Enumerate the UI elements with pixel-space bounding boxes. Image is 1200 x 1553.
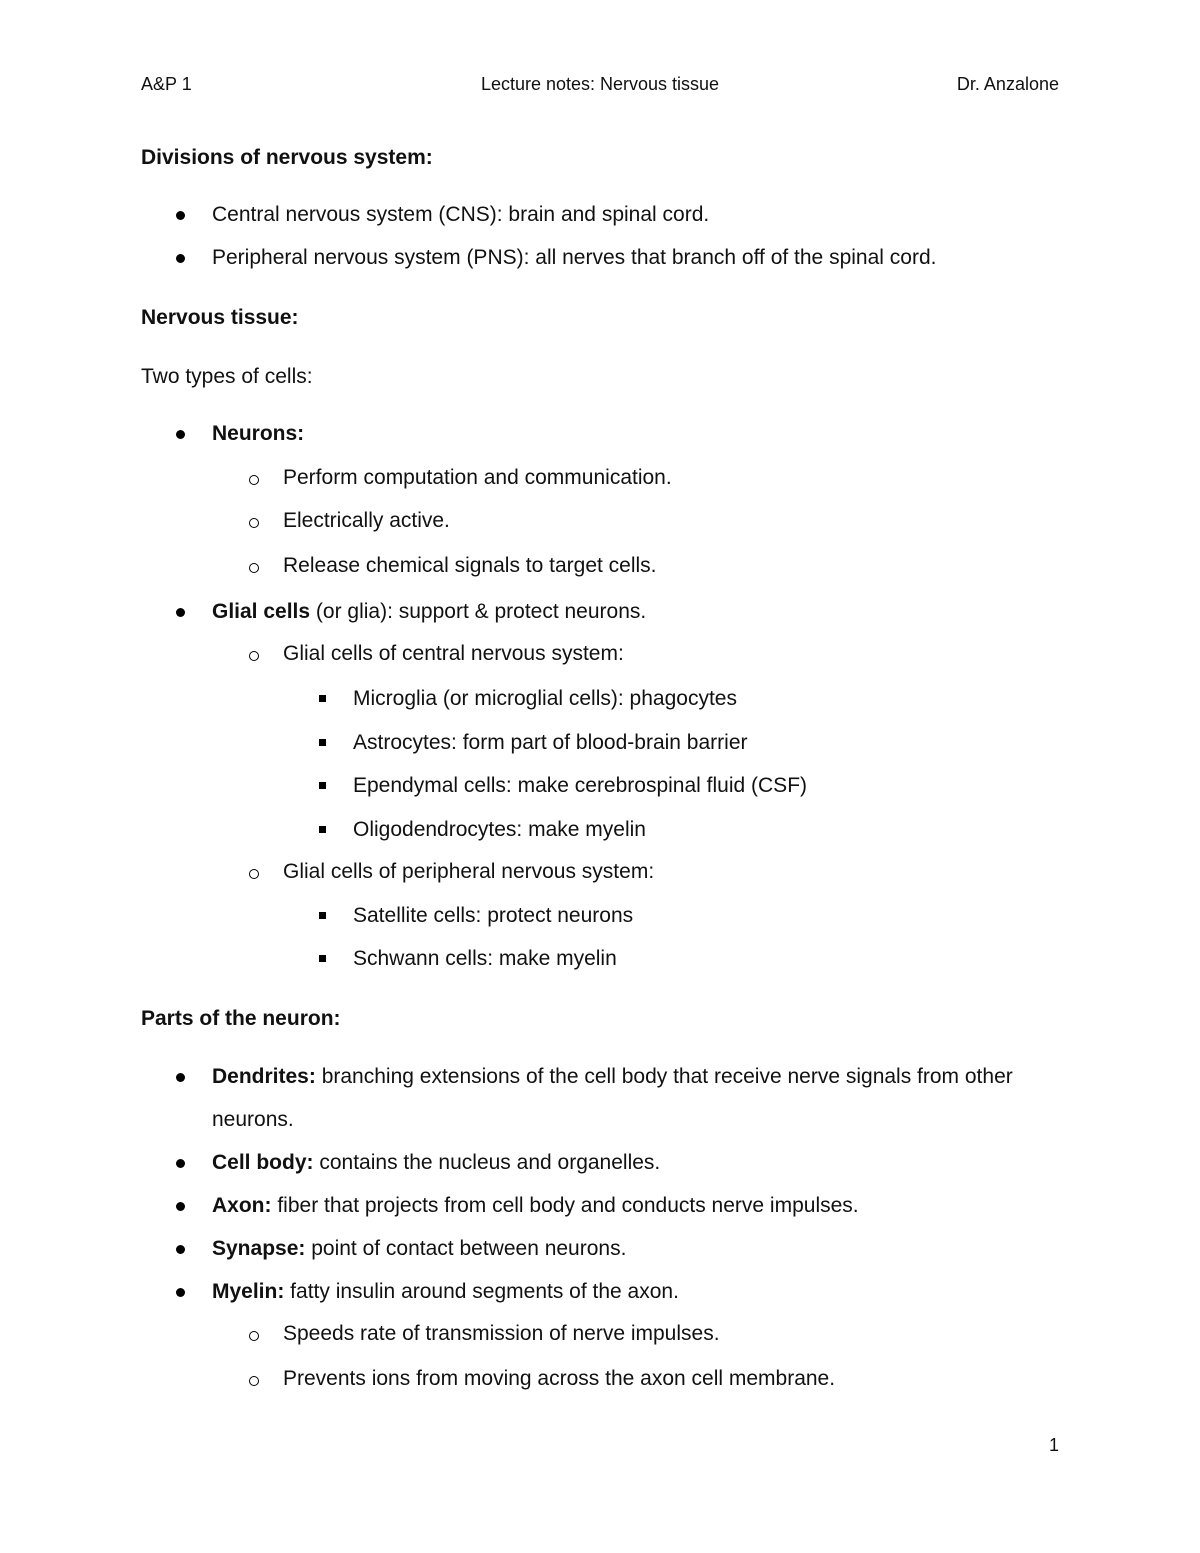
list-item: Electrically active. (283, 509, 450, 532)
list-item: Ependymal cells: make cerebrospinal fluid (CSF) (353, 774, 808, 797)
list-item: Central nervous system (CNS): brain and spinal cord. (212, 203, 710, 226)
list-item: Schwann cells: make myelin (353, 947, 617, 970)
page-header (141, 74, 1059, 98)
list-item: Perform computation and communication. (283, 466, 672, 489)
list-item-synapse (212, 1236, 626, 1262)
tissue-intro: Two types of cells: (141, 365, 313, 388)
circle-bullet-icon (249, 1331, 259, 1341)
bullet-icon (176, 608, 185, 617)
glial-text: (or glia): support & protect neurons. (310, 600, 647, 623)
list-item: Peripheral nervous system (PNS): all nerves that branch off of the spinal cord. (212, 246, 937, 269)
bullet-icon (176, 1288, 185, 1297)
header-author: Dr. Anzalone (956, 74, 1059, 94)
circle-bullet-icon (249, 869, 259, 879)
list-item-myelin (212, 1279, 679, 1305)
list-item: Release chemical signals to target cells. (283, 554, 657, 577)
section-heading-parts: Parts of the neuron: (141, 1007, 341, 1030)
list-item: Oligodendrocytes: make myelin (353, 818, 646, 841)
header-title: Lecture notes: Nervous tissue (480, 74, 720, 94)
square-bullet-icon (319, 955, 326, 962)
section-heading-tissue: Nervous tissue: (141, 306, 299, 329)
bullet-icon (176, 1159, 185, 1168)
circle-bullet-icon (249, 1376, 259, 1386)
circle-bullet-icon (249, 518, 259, 528)
list-item-axon (212, 1193, 859, 1219)
list-item-dendrites (212, 1064, 1013, 1090)
circle-bullet-icon (249, 475, 259, 485)
axon-text: fiber that projects from cell body and conducts nerve impulses. (271, 1194, 859, 1217)
list-item-glial (212, 599, 646, 625)
list-item: Microglia (or microglial cells): phagocytes (353, 687, 737, 710)
list-item-neurons (212, 421, 304, 447)
glial-label: Glial cells (212, 600, 311, 623)
bullet-icon (176, 1073, 185, 1082)
synapse-label: Synapse: (212, 1237, 306, 1260)
bullet-icon (176, 1202, 185, 1211)
square-bullet-icon (319, 782, 326, 789)
axon-label: Axon: (212, 1194, 272, 1217)
section-heading-divisions: Divisions of nervous system: (141, 146, 433, 169)
list-item-pns-glia: Glial cells of peripheral nervous system: (283, 860, 655, 883)
list-item: Speeds rate of transmission of nerve impulses. (283, 1322, 720, 1345)
synapse-text: point of contact between neurons. (305, 1237, 627, 1260)
cell-body-text: contains the nucleus and organelles. (313, 1151, 661, 1174)
bullet-icon (176, 1245, 185, 1254)
list-item: Prevents ions from moving across the axon cell membrane. (283, 1367, 836, 1390)
square-bullet-icon (319, 912, 326, 919)
page-number: 1 (1048, 1435, 1059, 1455)
neurons-label: Neurons: (212, 422, 305, 445)
myelin-label: Myelin: (212, 1280, 285, 1303)
list-item: Astrocytes: form part of blood-brain barrier (353, 731, 748, 754)
cell-body-label: Cell body: (212, 1151, 314, 1174)
list-item-cell-body (212, 1150, 660, 1176)
header-course: A&P 1 (141, 74, 192, 94)
list-item: Satellite cells: protect neurons (353, 904, 634, 927)
bullet-icon (176, 430, 185, 439)
circle-bullet-icon (249, 563, 259, 573)
myelin-text: fatty insulin around segments of the axon. (284, 1280, 679, 1303)
dendrites-text-continued: neurons. (212, 1108, 294, 1131)
dendrites-label: Dendrites: (212, 1065, 316, 1088)
circle-bullet-icon (249, 651, 259, 661)
bullet-icon (176, 211, 185, 220)
square-bullet-icon (319, 695, 326, 702)
list-item-cns-glia: Glial cells of central nervous system: (283, 642, 624, 665)
square-bullet-icon (319, 739, 326, 746)
square-bullet-icon (319, 826, 326, 833)
dendrites-text: branching extensions of the cell body that receive nerve signals from other (315, 1065, 1013, 1088)
bullet-icon (176, 254, 185, 263)
